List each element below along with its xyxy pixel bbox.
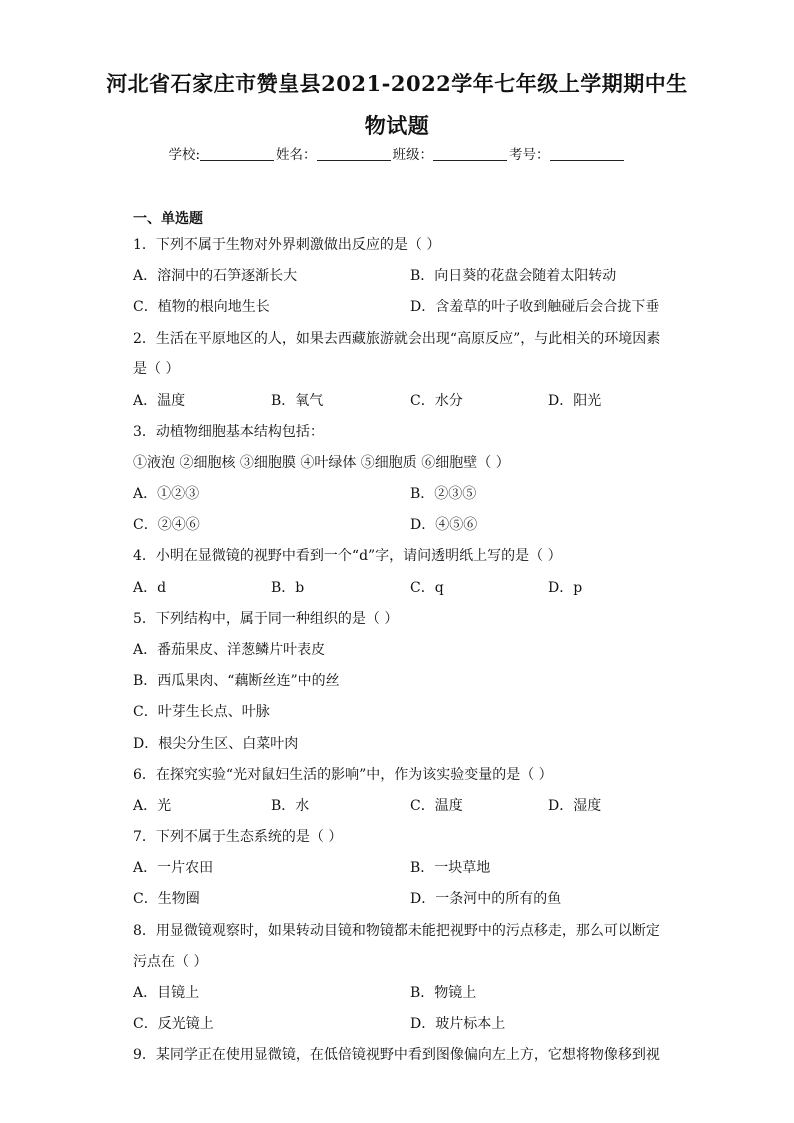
q5-option-d: D．根尖分生区、白菜叶肉 [133, 736, 299, 752]
q1-option-a: A．溶洞中的石笋逐渐长大 [133, 268, 298, 284]
question-2-stem-line-1: 2．生活在平原地区的人，如果去西藏旅游就会出现“高原反应”，与此相关的环境因素 [133, 331, 661, 347]
q4-option-b: B．b [271, 580, 305, 596]
question-4-stem: 4．小明在显微镜的视野中看到一个“d”字，请问透明纸上写的是（ ） [133, 548, 562, 564]
q8-option-b: B．物镜上 [410, 985, 477, 1001]
q7-option-a: A．一片农田 [133, 860, 214, 876]
q1-option-d: D．含羞草的叶子收到触碰后会合拢下垂 [410, 299, 660, 315]
section-heading: 一、单选题 [133, 211, 203, 227]
q7-option-b: B．一块草地 [410, 860, 491, 876]
q6-option-b: B．水 [271, 798, 310, 814]
q8-option-a: A．目镜上 [133, 985, 200, 1001]
question-7-stem: 7．下列不属于生态系统的是（ ） [133, 829, 343, 845]
exam-title-line-1: 河北省石家庄市赞皇县2021-2022学年七年级上学期期中生 [106, 71, 688, 96]
question-8-stem-line-2: 污点在（ ） [133, 954, 208, 970]
class-label: 班级： [392, 147, 434, 163]
q2-option-b: B．氧气 [271, 393, 324, 409]
name-blank [317, 146, 391, 161]
q4-option-c: C．q [410, 580, 444, 596]
q8-option-c: C．反光镜上 [133, 1016, 214, 1032]
q6-option-c: C．温度 [410, 798, 463, 814]
question-6-stem: 6．在探究实验“光对鼠妇生活的影响”中，作为该实验变量的是（ ） [133, 767, 553, 783]
q7-option-c: C．生物圈 [133, 891, 200, 907]
q5-option-c: C．叶芽生长点、叶脉 [133, 704, 270, 720]
q4-option-a: A．d [133, 580, 167, 596]
q5-option-a: A．番茄果皮、洋葱鳞片叶表皮 [133, 642, 326, 658]
number-label: 考号： [509, 147, 550, 163]
q3-option-b: B．②③⑤ [410, 486, 477, 502]
q5-option-b: B．西瓜果肉、“藕断丝连”中的丝 [133, 673, 340, 689]
q2-option-a: A．温度 [133, 393, 186, 409]
question-5-stem: 5．下列结构中，属于同一种组织的是（ ） [133, 611, 399, 627]
question-3-stem-line-2: ①液泡 ②细胞核 ③细胞膜 ④叶绿体 ⑤细胞质 ⑥细胞壁（ ） [133, 455, 510, 471]
name-label: 姓名： [276, 147, 317, 163]
school-blank [200, 146, 274, 161]
q7-option-d: D．一条河中的所有的鱼 [410, 891, 562, 907]
q1-option-b: B．向日葵的花盘会随着太阳转动 [410, 268, 617, 284]
question-2-stem-line-2: 是（ ） [133, 361, 180, 377]
q1-option-c: C．植物的根向地生长 [133, 299, 270, 315]
question-9-stem: 9．某同学正在使用显微镜，在低倍镜视野中看到图像偏向左上方，它想将物像移到视 [133, 1047, 660, 1063]
q3-option-a: A．①②③ [133, 486, 200, 502]
student-info-row [0, 143, 794, 163]
q6-option-d: D．湿度 [548, 798, 602, 814]
question-1-stem: 1．下列不属于生物对外界刺激做出反应的是（ ） [133, 237, 441, 253]
exam-title-line-2: 物试题 [364, 113, 430, 138]
question-8-stem-line-1: 8．用显微镜观察时，如果转动目镜和物镜都未能把视野中的污点移走，那么可以断定 [133, 923, 660, 939]
q8-option-d: D．玻片标本上 [410, 1016, 506, 1032]
q6-option-a: A．光 [133, 798, 172, 814]
q2-option-d: D．阳光 [548, 393, 602, 409]
question-3-stem-line-1: 3．动植物细胞基本结构包括： [133, 424, 324, 440]
q4-option-d: D．p [548, 580, 583, 596]
q2-option-c: C．水分 [410, 393, 463, 409]
q3-option-d: D．④⑤⑥ [410, 517, 478, 533]
number-blank [550, 146, 624, 161]
school-label: 学校: [168, 147, 201, 163]
class-blank [433, 146, 507, 161]
q3-option-c: C．②④⑥ [133, 517, 200, 533]
